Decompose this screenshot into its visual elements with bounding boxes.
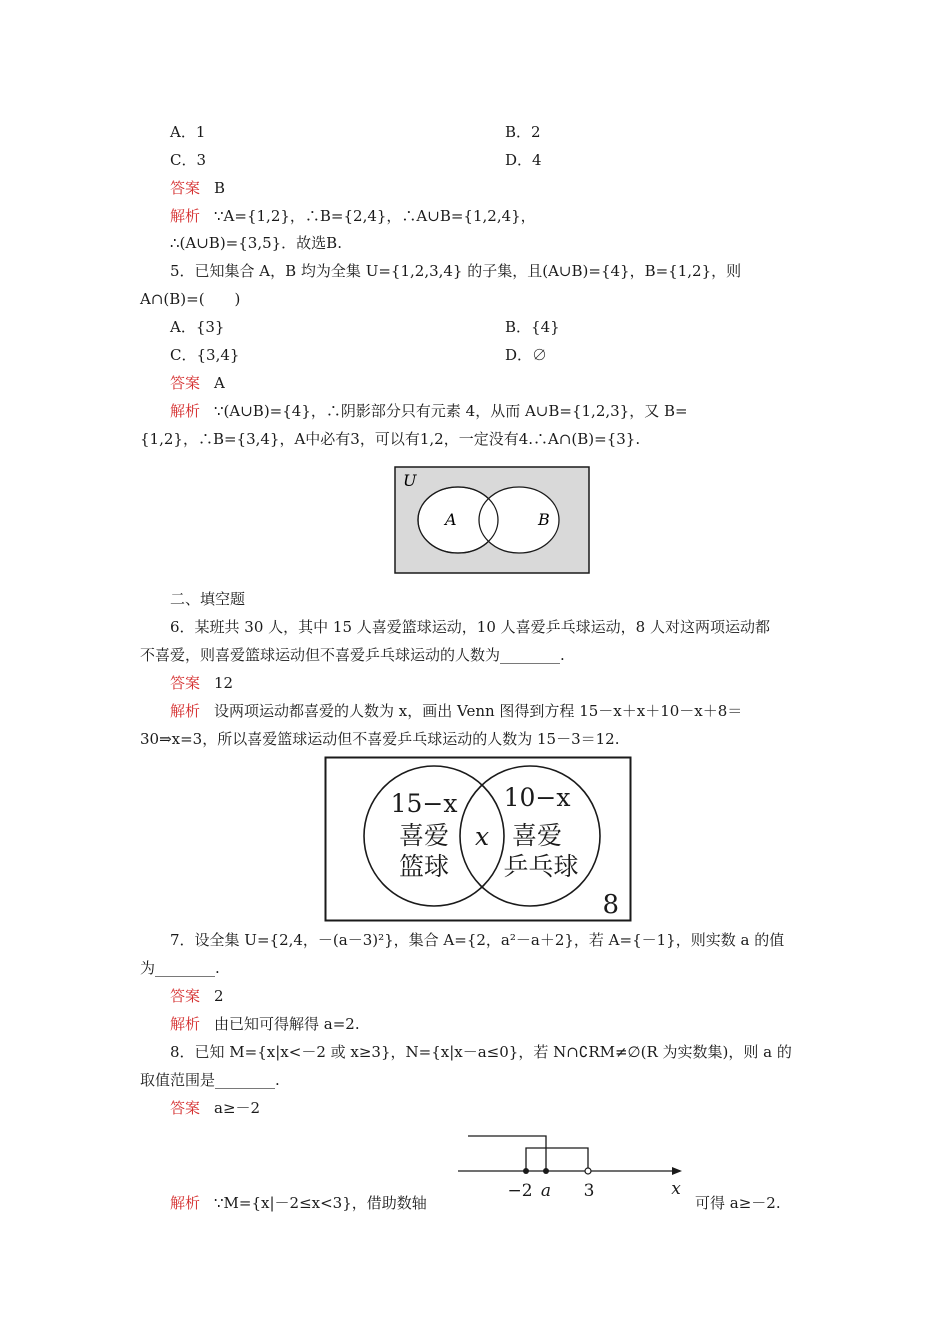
q8-analysis-end: 可得 a≥－2. [695,1194,781,1212]
left-label-1: 喜爱 [398,821,450,850]
q5-option-a: A．{3} [170,318,225,336]
answer-value: B [214,179,226,197]
q4-option-b: B．2 [505,123,541,141]
q5-option-d: D．∅ [505,346,548,364]
q7-stem-line2: 为________. [140,959,220,977]
q7-stem: 7．设全集 U={2,4，－(a－3)²}，集合 A={2，a²－a＋2}，若 A={－1}，则实数 a 的值 [170,931,785,949]
set-n-bracket [468,1136,546,1171]
q5-stem-line2: A∩(B)=( ) [140,290,241,308]
analysis-text: 由已知可得解得 a=2. [214,1015,360,1033]
q6-stem-line2: 不喜爱，则喜爱篮球运动但不喜爱乒乓球运动的人数为________. [140,646,565,664]
right-count: 10−x [503,783,571,812]
q7-answer [170,986,224,1006]
q6-answer [170,673,233,693]
left-label-2: 篮球 [398,852,450,881]
analysis-label: 解析 [170,207,201,225]
middle-count: x [474,822,490,851]
q5-answer [170,373,225,393]
q8-analysis [170,1193,427,1213]
universe-label: U [403,471,417,490]
q4-answer [170,178,225,198]
outside-count: 8 [602,890,619,920]
answer-label: 答案 [170,674,201,692]
answer-value: A [214,374,225,392]
q4-option-a: A．1 [170,123,206,141]
point-neg2 [523,1168,529,1174]
answer-value: a≥－2 [214,1099,261,1117]
answer-label: 答案 [170,374,201,392]
answer-value: 2 [214,987,224,1005]
analysis-text: ∵A={1,2}，∴B={2,4}，∴A∪B={1,2,4}， [214,207,536,225]
q5-analysis-line2: {1,2}，∴B={3,4}，A中必有3，可以有1,2，一定没有4.∴A∩(B)={3}. [140,430,641,448]
tick-3-label: 3 [583,1181,595,1201]
point-3 [585,1168,591,1174]
left-count: 15−x [390,789,458,818]
q6-analysis [170,701,742,721]
tick-a-label: a [540,1181,552,1201]
q6-analysis-line2: 30⇒x=3，所以喜爱篮球运动但不喜爱乒乓球运动的人数为 15－3＝12. [140,730,620,748]
q4-option-c: C．3 [170,151,207,169]
q8-number-line [458,1128,690,1208]
q8-answer [170,1098,260,1118]
point-a [543,1168,549,1174]
q5-venn-diagram [393,465,591,575]
section-heading: 二、填空题 [170,590,246,608]
analysis-label: 解析 [170,402,201,420]
q7-analysis [170,1014,360,1034]
q5-option-c: C．{3,4} [170,346,240,364]
q6-venn-diagram [324,756,632,922]
analysis-label: 解析 [170,702,201,720]
answer-label: 答案 [170,179,201,197]
answer-label: 答案 [170,987,201,1005]
analysis-text: ∵(A∪B)={4}，∴阴影部分只有元素 4，从而 A∪B={1,2,3}，又 B= [214,402,688,420]
analysis-label: 解析 [170,1015,201,1033]
q6-stem: 6．某班共 30 人，其中 15 人喜爱篮球运动，10 人喜爱乒乓球运动，8 人对这两项运动都 [170,618,770,636]
set-m-bracket [526,1148,588,1171]
analysis-text: 设两项运动都喜爱的人数为 x，画出 Venn 图得到方程 15－x＋x＋10－x＋8＝ [214,702,743,720]
axis-label: x [671,1179,681,1199]
q5-analysis [170,401,688,421]
analysis-text: ∵M={x|－2≤x<3}，借助数轴 [214,1194,427,1212]
right-label-1: 喜爱 [511,821,563,850]
right-label-2: 乒乓球 [503,852,579,881]
q4-analysis [170,206,536,226]
q8-stem-line2: 取值范围是________. [140,1071,280,1089]
q5-option-b: B．{4} [505,318,560,336]
tick-neg2-label: −2 [507,1181,533,1201]
q4-analysis-line2: ∴(A∪B)={3,5}．故选B. [170,234,342,252]
set-b-label: B [538,510,550,529]
answer-label: 答案 [170,1099,201,1117]
analysis-label: 解析 [170,1194,201,1212]
answer-value: 12 [214,674,234,692]
q8-stem: 8．已知 M={x|x<－2 或 x≥3}，N={x|x－a≤0}，若 N∩∁RM≠∅(R 为实数集)，则 a 的 [170,1043,792,1061]
set-a-label: A [445,510,457,529]
q4-option-d: D．4 [505,151,542,169]
axis-arrow [672,1167,682,1175]
q5-stem: 5．已知集合 A，B 均为全集 U={1,2,3,4} 的子集，且(A∪B)={4}，B={1,2}，则 [170,262,742,280]
